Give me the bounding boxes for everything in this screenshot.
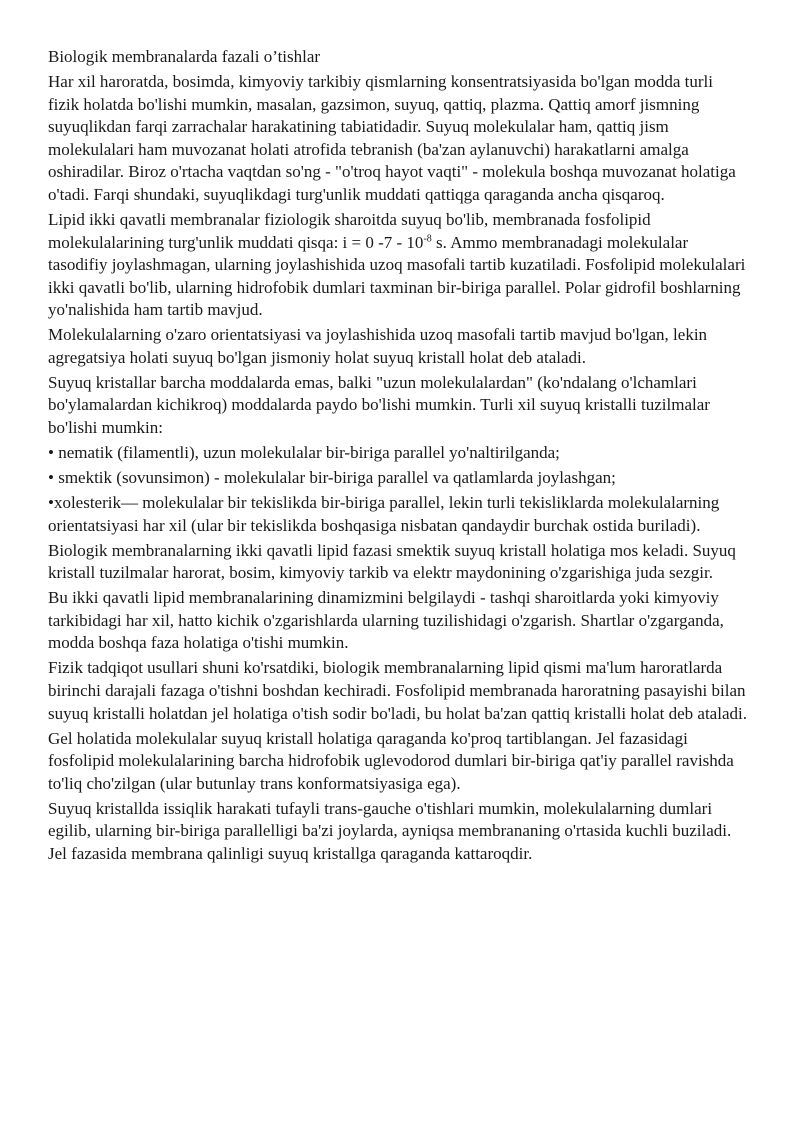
paragraph-phase-transition: Fizik tadqiqot usullari shuni ko'rsatdiki, biologik membranalarning lipid qismi ma'lum haroratlarda birinchi darajali fazaga o'tishni boshdan kechiradi. Fosfolipid membranada haroratning pasayishi bilan suyuq kristalli holatdan jel holatiga o'tish sodir bo'ladi, bu holat ba'zan qattiq kristalli holat deb ataladi. [48,658,747,723]
paragraph-liquid-crystal-definition: Molekulalarning o'zaro orientatsiyasi va joylashishida uzoq masofali tartib mavjud bo'lgan, lekin agregatsiya holati suyuq bo'lgan jismoniy holat suyuq kristall holat deb ataladi. [48,325,708,367]
lipid-text-before: Lipid ikki qavatli membranalar fiziologik sharoitda suyuq bo'lib, membranada fosfolipid molekulalarining turg'unlik muddati qisqa: i = 0 -7 - 10 [48,209,651,252]
paragraph-dynamism: Bu ikki qavatli lipid membranalarining dinamizmini belgilaydi - tashqi sharoitlarda yoki kimyoviy tarkibidagi har xil, hatto kichik o'zgarishlarda ularning tuzilishidagi o'zgarish. Shartlar o'zgarganda, modda boshqa faza holatiga o'tishi mumkin. [48,588,724,653]
paragraph-liquid-crystal-types: Suyuq kristallar barcha moddalarda emas, balki "uzun molekulalardan" (ko'ndalang o'lchamlari bo'ylamalardan kichikroq) moddalarda paydo bo'lishi mumkin. Turli xil suyuq kristalli tuzilmalar bo'lishi mumkin: [48,372,710,438]
list-item-cholesteric: •xolesterik— molekulalar bir tekislikda bir-biriga parallel, lekin turli tekisliklarda molekulalarning orientatsiyasi har xil (ular bir tekislikda boshqasiga nisbatan qandaydir burchak ostida buriladi). [48,493,720,535]
list-item-nematic: • nematik (filamentli), uzun molekulalar bir-biriga parallel yo'naltirilganda; [48,443,560,463]
lipid-exponent: -8 [423,232,432,244]
paragraph-lipid-bilayer [48,209,748,322]
paragraph-smectic-phase: Biologik membranalarning ikki qavatli lipid fazasi smektik suyuq kristall holatiga mos keladi. Suyuq kristall tuzilmalar harorat, bosim, kimyoviy tarkib va elektr maydonining o'zgarishiga juda sezgir. [48,540,736,583]
paragraph-gel-state: Gel holatida molekulalar suyuq kristall holatiga qaraganda ko'proq tartiblangan. Jel fazasidagi fosfolipid molekulalarining barcha hidrofobik uglevodorod dumlari bir-biriga qat'iy parallel ravishda to'liq cho'zilgan (ular butunlay trans konformatsiyasiga ega). [48,728,734,793]
paragraph-states-of-matter: Har xil haroratda, bosimda, kimyoviy tarkibiy qismlarning konsentratsiyasida bo'lgan modda turli fizik holatda bo'lishi mumkin, masalan, gazsimon, suyuq, qattiq, plazma. Qattiq amorf jismning suyuqlikdan farqi zarrachalar harakatining tabiatidadir. Suyuq molekulalar ham, qattiq jism molekulalari ham muvozanat holati atrofida tebranish (ba'zan aylanuvchi) harakatlarni amalga oshiradilar. Biroz o'rtacha vaqtdan so'ng - "o'troq hayot vaqti" - molekula boshqa muvozanat holatiga o'tadi. Farqi shundaki, suyuqlikdagi turg'unlik muddati qattiqga qaraganda ancha qisqaroq. [48,71,736,204]
list-item-smectic: • smektik (sovunsimon) - molekulalar bir-biriga parallel va qatlamlarda joylashgan; [48,468,616,488]
paragraph-trans-gauche: Suyuq kristallda issiqlik harakati tufayli trans-gauche o'tishlari mumkin, molekulalarning dumlari egilib, ularning bir-biriga parallelligi ba'zi joylarda, ayniqsa membrananing o'rtasida kuchli buziladi. Jel fazasida membrana qalinligi suyuq kristallga qaraganda kattaroqdir. [48,798,732,863]
document-title: Biologik membranalarda fazali o’tishlar [48,47,321,66]
document-page [48,46,748,868]
lipid-text-after: s. Ammo membranadagi molekulalar tasodifiy joylashmagan, ularning joylashishida uzoq masofali tartib kuzatiladi. Fosfolipid molekulalari ikki qavatli bo'lib, ularning hidrofobik dumlari taxminan bir-biriga parallel. Polar gidrofil boshlarning yo'nalishida ham tartib mavjud. [48,232,746,320]
